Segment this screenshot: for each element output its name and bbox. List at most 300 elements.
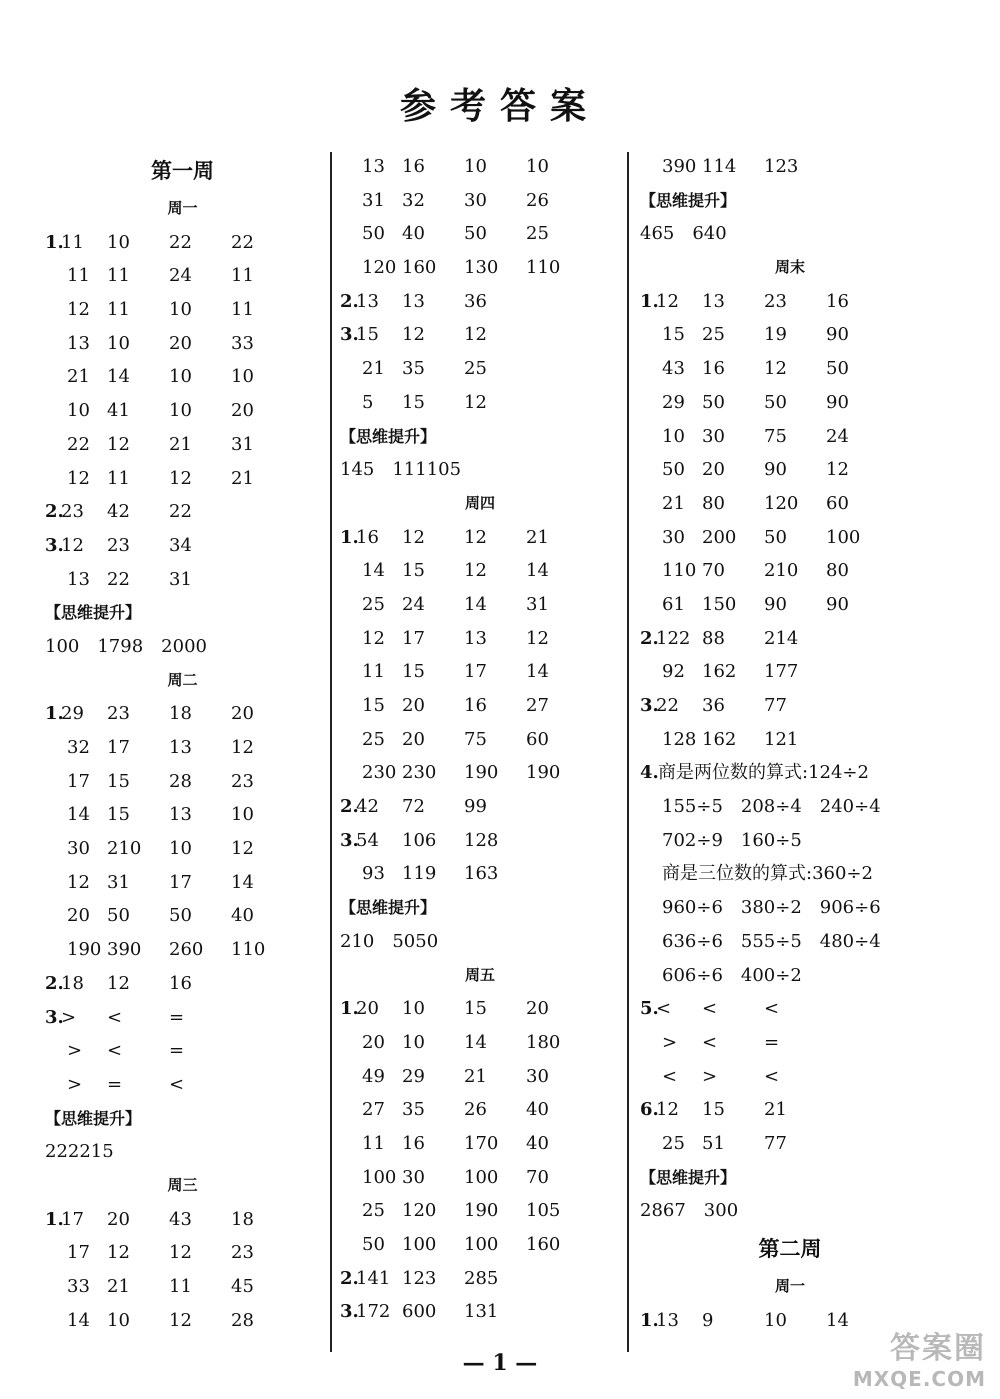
answer-cell: 12	[402, 526, 425, 548]
answer-cell: 16	[402, 1132, 425, 1154]
answer-cell: 12	[402, 324, 425, 346]
answer-cell: 11	[107, 467, 130, 489]
answer-cell: 210	[107, 838, 142, 860]
answer-cell: 600	[402, 1301, 437, 1323]
answer-text-line	[640, 1194, 940, 1228]
answer-cell: 162	[702, 661, 737, 683]
answer-cell: 31	[107, 871, 130, 893]
answer-cell: 21	[464, 1065, 487, 1087]
answer-cell: 14	[526, 661, 549, 683]
answer-cell: 31	[231, 433, 254, 455]
answer-cell: 54	[356, 829, 379, 851]
answer-cell: 50	[362, 1234, 385, 1255]
column-3	[640, 150, 940, 1337]
answer-cell: 23	[107, 703, 130, 725]
answer-cell: 32	[67, 737, 90, 758]
answer-text: 155÷5 208÷4 240÷4	[662, 796, 881, 818]
answer-cell: 123	[402, 1267, 437, 1289]
answer-text: 960÷6 380÷2 906÷6	[662, 897, 881, 919]
answer-cell: 13	[67, 568, 90, 590]
answer-cell: 10	[231, 804, 254, 826]
answer-cell: 15	[402, 661, 425, 683]
answer-text-line	[640, 217, 940, 251]
answer-cell: 20	[107, 1208, 130, 1230]
answer-cell: 80	[702, 492, 725, 514]
answer-cell: 12	[231, 838, 254, 860]
answer-cell: 23	[231, 1242, 254, 1264]
answer-cell: 15	[662, 324, 685, 346]
answer-cell: 11	[67, 265, 90, 287]
answer-cell: 42	[356, 796, 379, 818]
answer-cell: 131	[464, 1301, 499, 1323]
answer-cell: 28	[231, 1309, 254, 1331]
answer-cell: 75	[764, 425, 787, 447]
answer-row	[640, 150, 940, 184]
answer-cell: 10	[107, 231, 130, 253]
answer-cell: 12	[107, 972, 130, 994]
answer-cell: 50	[764, 391, 787, 413]
answer-cell: 30	[402, 1166, 425, 1188]
answer-row	[340, 184, 620, 218]
answer-cell: 21	[107, 1276, 130, 1297]
answer-cell: 20	[402, 728, 425, 750]
answer-cell: 190	[67, 939, 102, 961]
answer-cell: 390	[662, 156, 697, 177]
answer-cell: 141	[356, 1267, 391, 1289]
answer-row	[45, 866, 320, 900]
question-number: 1.	[640, 1309, 659, 1331]
answer-cell: 50	[362, 223, 385, 245]
answer-cell: 99	[464, 796, 487, 818]
thinking-section-label: 【思维提升】	[45, 1108, 142, 1128]
answer-cell: 17	[61, 1208, 84, 1230]
answer-cell: 16	[402, 156, 425, 177]
answer-cell: 13	[169, 737, 192, 758]
answer-cell: 88	[702, 627, 725, 649]
answer-cell: 100	[464, 1234, 499, 1255]
answer-row	[45, 529, 320, 563]
answer-text: 702÷9 160÷5	[662, 829, 802, 851]
thinking-section-label: 【思维提升】	[45, 603, 142, 623]
answer-cell: 25	[362, 1200, 385, 1222]
answer-row	[45, 226, 320, 260]
answer-cell: 60	[826, 492, 849, 514]
answer-row	[340, 150, 620, 184]
answer-cell: 128	[464, 829, 499, 851]
answer-text-line	[45, 1135, 320, 1169]
answer-cell: 12	[526, 627, 549, 649]
answer-cell: 5	[362, 391, 374, 413]
answer-cell: 32	[402, 189, 425, 211]
question-number: 2.	[45, 972, 64, 994]
answer-cell: 18	[231, 1208, 254, 1230]
column-2	[340, 150, 620, 1329]
answer-cell: 20	[526, 998, 549, 1020]
answer-row	[340, 554, 620, 588]
answer-cell: 22	[107, 568, 130, 590]
question-number: 2.	[45, 501, 64, 523]
watermark-url: MXQE.COM	[852, 1367, 986, 1391]
answer-row	[340, 1093, 620, 1127]
answer-cell: 70	[526, 1166, 549, 1188]
answer-cell: 77	[764, 695, 787, 716]
answer-row	[340, 1060, 620, 1094]
answer-text: 145 111105	[340, 459, 462, 481]
answer-row	[340, 655, 620, 689]
answer-cell: 12	[61, 534, 84, 556]
watermark-logo: 答案圈	[890, 1331, 986, 1366]
answer-cell: 22	[231, 231, 254, 253]
answer-cell: <	[662, 1065, 678, 1087]
answer-cell: 13	[402, 290, 425, 312]
answer-cell: 11	[362, 1132, 385, 1154]
answer-cell: 35	[402, 1099, 425, 1121]
answer-cell: =	[107, 1073, 123, 1095]
answer-cell: 10	[231, 366, 254, 388]
answer-cell: 14	[464, 593, 487, 615]
answer-cell: 110	[662, 560, 697, 582]
answer-row	[640, 386, 940, 420]
answer-cell: 15	[464, 998, 487, 1020]
answer-cell: 119	[402, 863, 437, 885]
answer-cell: 43	[662, 358, 685, 380]
answer-cell: 230	[402, 762, 437, 784]
answer-cell: 13	[356, 290, 379, 312]
answer-row	[340, 1262, 620, 1296]
answer-row	[640, 622, 940, 656]
answer-cell: 110	[526, 257, 561, 279]
answer-cell: 15	[402, 560, 425, 582]
answer-cell: 23	[61, 501, 84, 523]
answer-cell: 13	[464, 627, 487, 649]
answer-cell: 20	[362, 1031, 385, 1053]
answer-cell: 21	[764, 1099, 787, 1121]
answer-cell: 214	[764, 627, 799, 649]
question-number: 1.	[45, 1208, 64, 1230]
answer-cell: 10	[107, 332, 130, 354]
day-heading: 周五	[464, 965, 495, 984]
answer-cell: 18	[169, 703, 192, 725]
answer-cell: 200	[702, 526, 737, 548]
answer-cell: 40	[526, 1099, 549, 1121]
answer-cell: 12	[107, 1242, 130, 1264]
answer-cell: 12	[169, 1309, 192, 1331]
answer-cell: 11	[107, 299, 130, 321]
answer-cell: 22	[169, 231, 192, 253]
answer-cell: 43	[169, 1208, 192, 1230]
answer-row	[640, 453, 940, 487]
answer-cell: 49	[362, 1065, 385, 1087]
answer-row	[45, 899, 320, 933]
answer-cell: 30	[464, 189, 487, 211]
question-number: 3.	[640, 695, 659, 716]
answer-cell: 13	[702, 290, 725, 312]
answer-cell: 25	[702, 324, 725, 346]
answer-cell: 90	[764, 593, 787, 615]
question-number: 1.	[340, 998, 359, 1020]
answer-cell: 177	[764, 661, 799, 683]
answer-row	[340, 857, 620, 891]
answer-cell: 25	[362, 593, 385, 615]
answer-cell: 130	[464, 257, 499, 279]
answer-cell: 23	[764, 290, 787, 312]
answer-row	[340, 689, 620, 723]
answer-row	[45, 1034, 320, 1068]
answer-cell: 122	[656, 627, 691, 649]
answer-cell: 70	[702, 560, 725, 582]
answer-row	[45, 360, 320, 394]
answer-row	[340, 756, 620, 790]
answer-cell: 172	[356, 1301, 391, 1323]
question-number: 3.	[340, 324, 359, 346]
question-number: 4.	[640, 762, 659, 784]
answer-text-line	[45, 630, 320, 664]
answer-cell: 10	[169, 838, 192, 860]
answer-row	[45, 293, 320, 327]
question-number: 3.	[45, 534, 64, 556]
answer-cell: 14	[67, 804, 90, 826]
answer-row	[640, 521, 940, 555]
answer-row	[45, 259, 320, 293]
answer-cell: 12	[656, 1099, 679, 1121]
answer-cell: 10	[526, 156, 549, 177]
answer-cell: 21	[67, 366, 90, 388]
answer-cell: 14	[826, 1309, 849, 1331]
answer-cell: 20	[67, 905, 90, 927]
answer-cell: 17	[402, 627, 425, 649]
answer-cell: 10	[662, 425, 685, 447]
day-heading: 周一	[774, 1277, 805, 1295]
answer-cell: 10	[169, 299, 192, 321]
answer-cell: 180	[526, 1031, 561, 1053]
answer-cell: 9	[702, 1309, 714, 1331]
answer-cell: 260	[169, 939, 204, 961]
answer-cell: 114	[702, 156, 737, 177]
answer-cell: 14	[231, 871, 254, 893]
answer-cell: 15	[362, 695, 385, 716]
answer-cell: 41	[107, 400, 130, 422]
answer-cell: 19	[764, 324, 787, 346]
answer-cell: 36	[702, 695, 725, 716]
question-number: 1.	[45, 703, 64, 725]
answer-row	[45, 697, 320, 731]
answer-cell: 12	[67, 467, 90, 489]
column-1	[45, 150, 320, 1337]
answer-cell: 50	[107, 905, 130, 927]
answer-text: 606÷6 400÷2	[662, 964, 802, 986]
answer-text-line	[640, 891, 940, 925]
answer-cell: 11	[61, 231, 84, 253]
answer-cell: =	[169, 1006, 185, 1028]
answer-cell: 60	[526, 728, 549, 750]
answer-cell: 285	[464, 1267, 499, 1289]
answer-cell: 29	[662, 391, 685, 413]
answer-cell: 11	[231, 265, 254, 287]
answer-cell: 50	[826, 358, 849, 380]
answer-row	[640, 1026, 940, 1060]
answer-text: 商是三位数的算式:360÷2	[662, 863, 873, 885]
answer-cell: 26	[526, 189, 549, 211]
answer-row	[640, 689, 940, 723]
answer-cell: 10	[107, 1309, 130, 1331]
question-number: 2.	[640, 627, 659, 649]
question-number: 5.	[640, 998, 659, 1020]
week-heading: 第一周	[151, 158, 214, 183]
answer-cell: 20	[231, 703, 254, 725]
answer-cell: 17	[107, 737, 130, 758]
answer-row	[45, 967, 320, 1001]
answer-cell: 16	[464, 695, 487, 716]
watermark	[853, 1323, 986, 1391]
answer-cell: 26	[464, 1099, 487, 1121]
answer-row	[340, 318, 620, 352]
answer-cell: 17	[464, 661, 487, 683]
answer-cell: 18	[61, 972, 84, 994]
answer-row	[340, 1161, 620, 1195]
answer-cell: 120	[402, 1200, 437, 1222]
answer-cell: 15	[356, 324, 379, 346]
answer-cell: 23	[231, 770, 254, 792]
answer-cell: 12	[464, 391, 487, 413]
answer-cell: 25	[464, 358, 487, 380]
answer-row	[640, 992, 940, 1026]
question-number: 2.	[340, 1267, 359, 1289]
answer-row	[640, 1060, 940, 1094]
answer-cell: 190	[464, 1200, 499, 1222]
question-number: 1.	[45, 231, 64, 253]
answer-cell: 11	[107, 265, 130, 287]
answer-cell: 22	[169, 501, 192, 523]
question-number: 3.	[340, 829, 359, 851]
answer-row	[340, 1228, 620, 1262]
answer-cell: 13	[67, 332, 90, 354]
answer-cell: 40	[526, 1132, 549, 1154]
answer-cell: 30	[662, 526, 685, 548]
answer-text: 2867 300	[640, 1200, 739, 1222]
answer-cell: 20	[169, 332, 192, 354]
answer-cell: 35	[402, 358, 425, 380]
answer-text: 465 640	[640, 223, 727, 245]
answer-row	[340, 992, 620, 1026]
answer-cell: 160	[402, 257, 437, 279]
answer-cell: 28	[169, 770, 192, 792]
answer-cell: 190	[464, 762, 499, 784]
answer-row	[340, 386, 620, 420]
answer-row	[640, 588, 940, 622]
answer-cell: 12	[764, 358, 787, 380]
answer-cell: 50	[702, 391, 725, 413]
answer-row	[45, 933, 320, 967]
answer-cell: 20	[702, 459, 725, 481]
thinking-section-label: 【思维提升】	[640, 190, 737, 210]
answer-cell: 190	[526, 762, 561, 784]
answer-row	[45, 1068, 320, 1102]
answer-cell: 23	[107, 534, 130, 556]
answer-cell: <	[702, 998, 718, 1020]
answer-cell: 34	[169, 534, 192, 556]
answer-cell: 12	[464, 324, 487, 346]
answer-row	[340, 251, 620, 285]
answer-row	[340, 285, 620, 319]
answer-row	[340, 352, 620, 386]
answer-cell: 14	[67, 1309, 90, 1331]
answer-cell: 16	[826, 290, 849, 312]
answer-cell: 13	[169, 804, 192, 826]
answer-text: 商是两位数的算式:124÷2	[658, 762, 869, 784]
answer-cell: 29	[402, 1065, 425, 1087]
answer-cell: 121	[764, 728, 799, 750]
answer-cell: <	[107, 1040, 123, 1062]
answer-cell: 17	[169, 871, 192, 893]
answer-cell: 100	[402, 1234, 437, 1255]
answer-row	[340, 1127, 620, 1161]
answer-cell: 25	[526, 223, 549, 245]
answer-cell: 22	[656, 695, 679, 716]
thinking-section-label: 【思维提升】	[340, 898, 437, 918]
answer-cell: 10	[169, 400, 192, 422]
answer-cell: 21	[231, 467, 254, 489]
answer-cell: 14	[526, 560, 549, 582]
answer-row	[340, 1026, 620, 1060]
answer-cell: 16	[356, 526, 379, 548]
answer-cell: 128	[662, 728, 697, 750]
answer-cell: 210	[764, 560, 799, 582]
answer-cell: >	[702, 1065, 718, 1087]
answer-cell: 106	[402, 829, 437, 851]
answer-cell: 21	[169, 433, 192, 455]
answer-row	[640, 318, 940, 352]
answer-cell: 14	[107, 366, 130, 388]
answer-cell: 14	[464, 1031, 487, 1053]
answer-cell: 110	[231, 939, 266, 961]
answer-cell: 10	[764, 1309, 787, 1331]
answer-row	[45, 462, 320, 496]
answer-cell: 12	[362, 627, 385, 649]
answer-cell: 30	[702, 425, 725, 447]
answer-cell: 12	[107, 433, 130, 455]
answer-cell: 33	[67, 1276, 90, 1297]
answer-row	[640, 420, 940, 454]
answer-cell: 13	[656, 1309, 679, 1331]
answer-cell: 170	[464, 1132, 499, 1154]
answer-row	[640, 554, 940, 588]
answer-row	[340, 1194, 620, 1228]
answer-cell: 36	[464, 290, 487, 312]
answer-cell: 45	[231, 1276, 254, 1297]
answer-cell: 17	[67, 1242, 90, 1264]
answer-cell: 31	[526, 593, 549, 615]
answer-cell: 50	[764, 526, 787, 548]
answer-cell: 12	[67, 871, 90, 893]
answer-cell: 29	[61, 703, 84, 725]
answer-cell: <	[764, 998, 780, 1020]
answer-cell: 12	[169, 1242, 192, 1264]
answer-cell: 16	[169, 972, 192, 994]
answer-cell: 31	[169, 568, 192, 590]
answer-cell: 15	[107, 770, 130, 792]
thinking-section-label: 【思维提升】	[640, 1167, 737, 1187]
answer-cell: 72	[402, 796, 425, 818]
answer-cell: 123	[764, 156, 799, 177]
question-number: 1.	[340, 526, 359, 548]
answer-cell: 10	[402, 1031, 425, 1053]
answer-cell: 10	[169, 366, 192, 388]
answer-row	[340, 1295, 620, 1329]
question-number: 2.	[340, 796, 359, 818]
answer-cell: <	[764, 1065, 780, 1087]
answer-row	[340, 588, 620, 622]
answer-cell: 12	[231, 737, 254, 758]
